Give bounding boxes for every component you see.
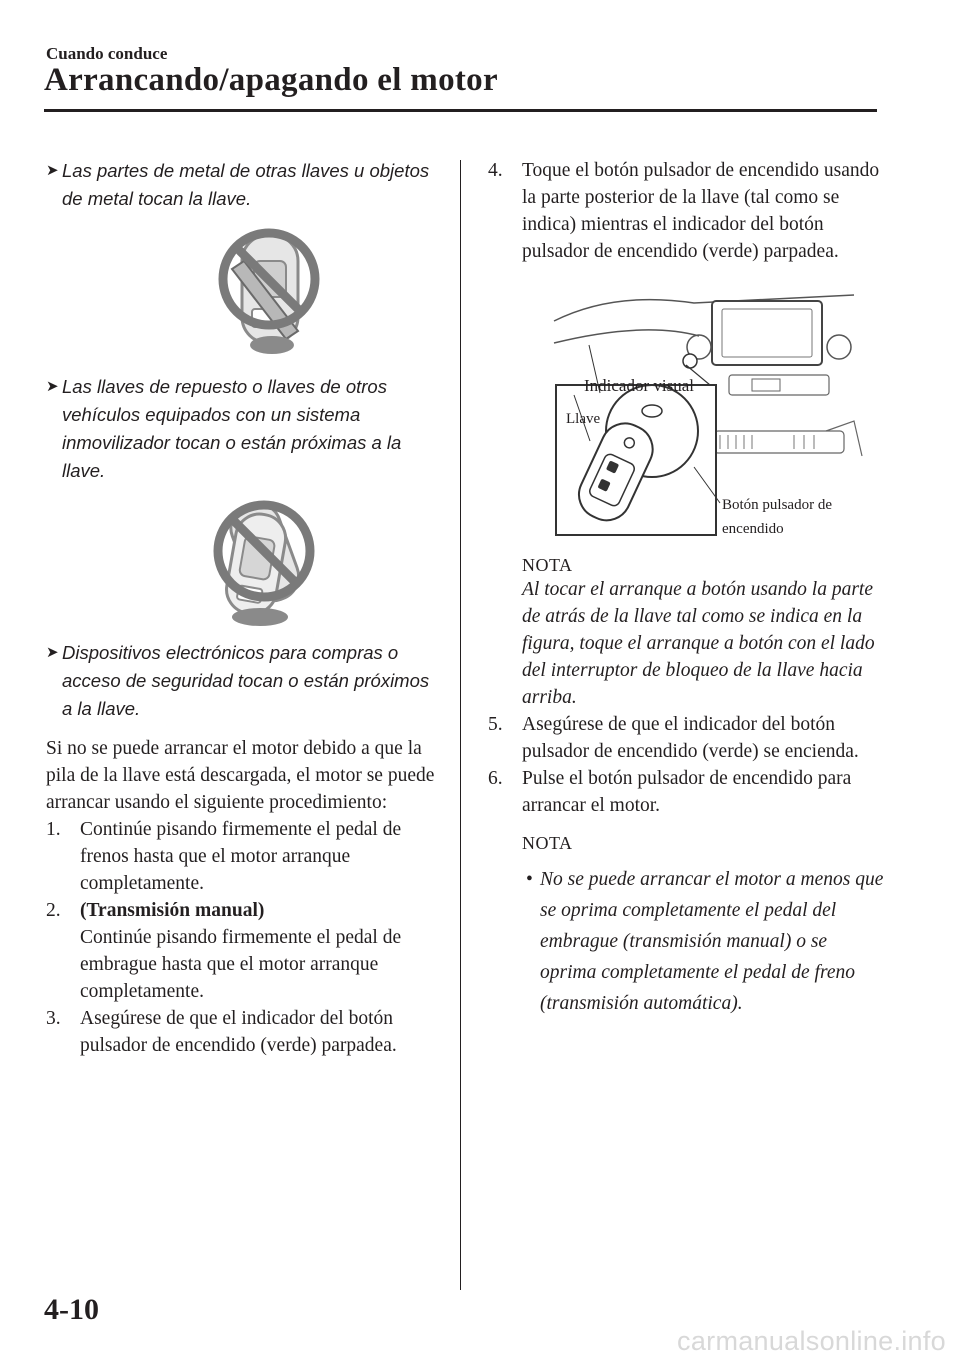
page-title: Arrancando/apagando el motor: [44, 62, 498, 98]
nota-label-1: NOTA: [522, 555, 573, 575]
step-3: 3. Asegúrese de que el indicador del botón pulsador de encendido (verde) parpadea.: [46, 1008, 397, 1056]
label-boton-line2: encendido: [722, 521, 784, 537]
column-divider: [460, 160, 461, 1290]
arrow-bullet-icon: ➤: [46, 644, 59, 661]
dashboard-illustration: [494, 281, 864, 541]
step-1: 1. Continúe pisando firmemente el pedal de frenos hasta que el motor arranque completamente.: [46, 819, 402, 894]
section-label: Cuando conduce: [46, 44, 168, 63]
warning-bullet-spare-keys: ➤ Las llaves de repuesto o llaves de otros vehículos equipados con un sistema inmovilizador tocan o están próximas a la llave.: [46, 373, 438, 485]
left-column: [46, 157, 438, 1059]
step-5: 5. Asegúrese de que el indicador del botón pulsador de encendido (verde) se encienda.: [488, 714, 859, 762]
intro-paragraph: Si no se puede arrancar el motor debido a que la pila de la llave está descargada, el motor se puede arrancar usando el siguiente procedimiento:: [46, 738, 435, 813]
warning-bullet-metal: ➤ Las partes de metal de otras llaves u objetos de metal tocan la llave.: [46, 157, 438, 213]
arrow-bullet-icon: ➤: [46, 378, 59, 395]
watermark: carmanualsonline.info: [677, 1326, 946, 1356]
step-2-heading: (Transmisión manual): [80, 900, 265, 921]
nota-text-1: Al tocar el arranque a botón usando la parte de atrás de la llave tal como se indica en la figura, toque el arranque a botón con el lado del interruptor de bloqueo de la llave hacia arriba.: [522, 579, 875, 708]
warning-bullet-electronic: ➤ Dispositivos electrónicos para compras o acceso de seguridad tocan o están próximos a la llave.: [46, 639, 438, 723]
prohibited-two-keys-icon: [198, 493, 328, 627]
step-4: 4. Toque el botón pulsador de encendido usando la parte posterior de la llave (tal como se indica) mientras el indicador del botón pulsador de encendido (verde) parpadea.: [488, 160, 880, 262]
step-2: 2. (Transmisión manual) Continúe pisando firmemente el pedal de embrague hasta que el motor arranque completamente.: [46, 897, 438, 1005]
page-number: 4-10: [44, 1293, 99, 1326]
nota-label-2: NOTA: [522, 833, 573, 853]
prohibited-key-metal-icon: [214, 221, 324, 357]
label-indicador-visual: Indicador visual: [584, 376, 694, 395]
label-llave: Llave: [566, 411, 601, 427]
header-rule: [44, 109, 877, 112]
nota-bullet-2: • No se puede arrancar el motor a menos que se oprima completamente el pedal del embrague (transmisión manual) o se oprima completamente el pedal de freno (transmisión automática).: [522, 864, 888, 1019]
label-boton-line1: Botón pulsador de: [722, 497, 832, 513]
right-column: [488, 157, 888, 1019]
arrow-bullet-icon: ➤: [46, 162, 59, 179]
step-6: 6. Pulse el botón pulsador de encendido para arrancar el motor.: [488, 768, 852, 816]
dot-bullet-icon: •: [526, 869, 533, 890]
